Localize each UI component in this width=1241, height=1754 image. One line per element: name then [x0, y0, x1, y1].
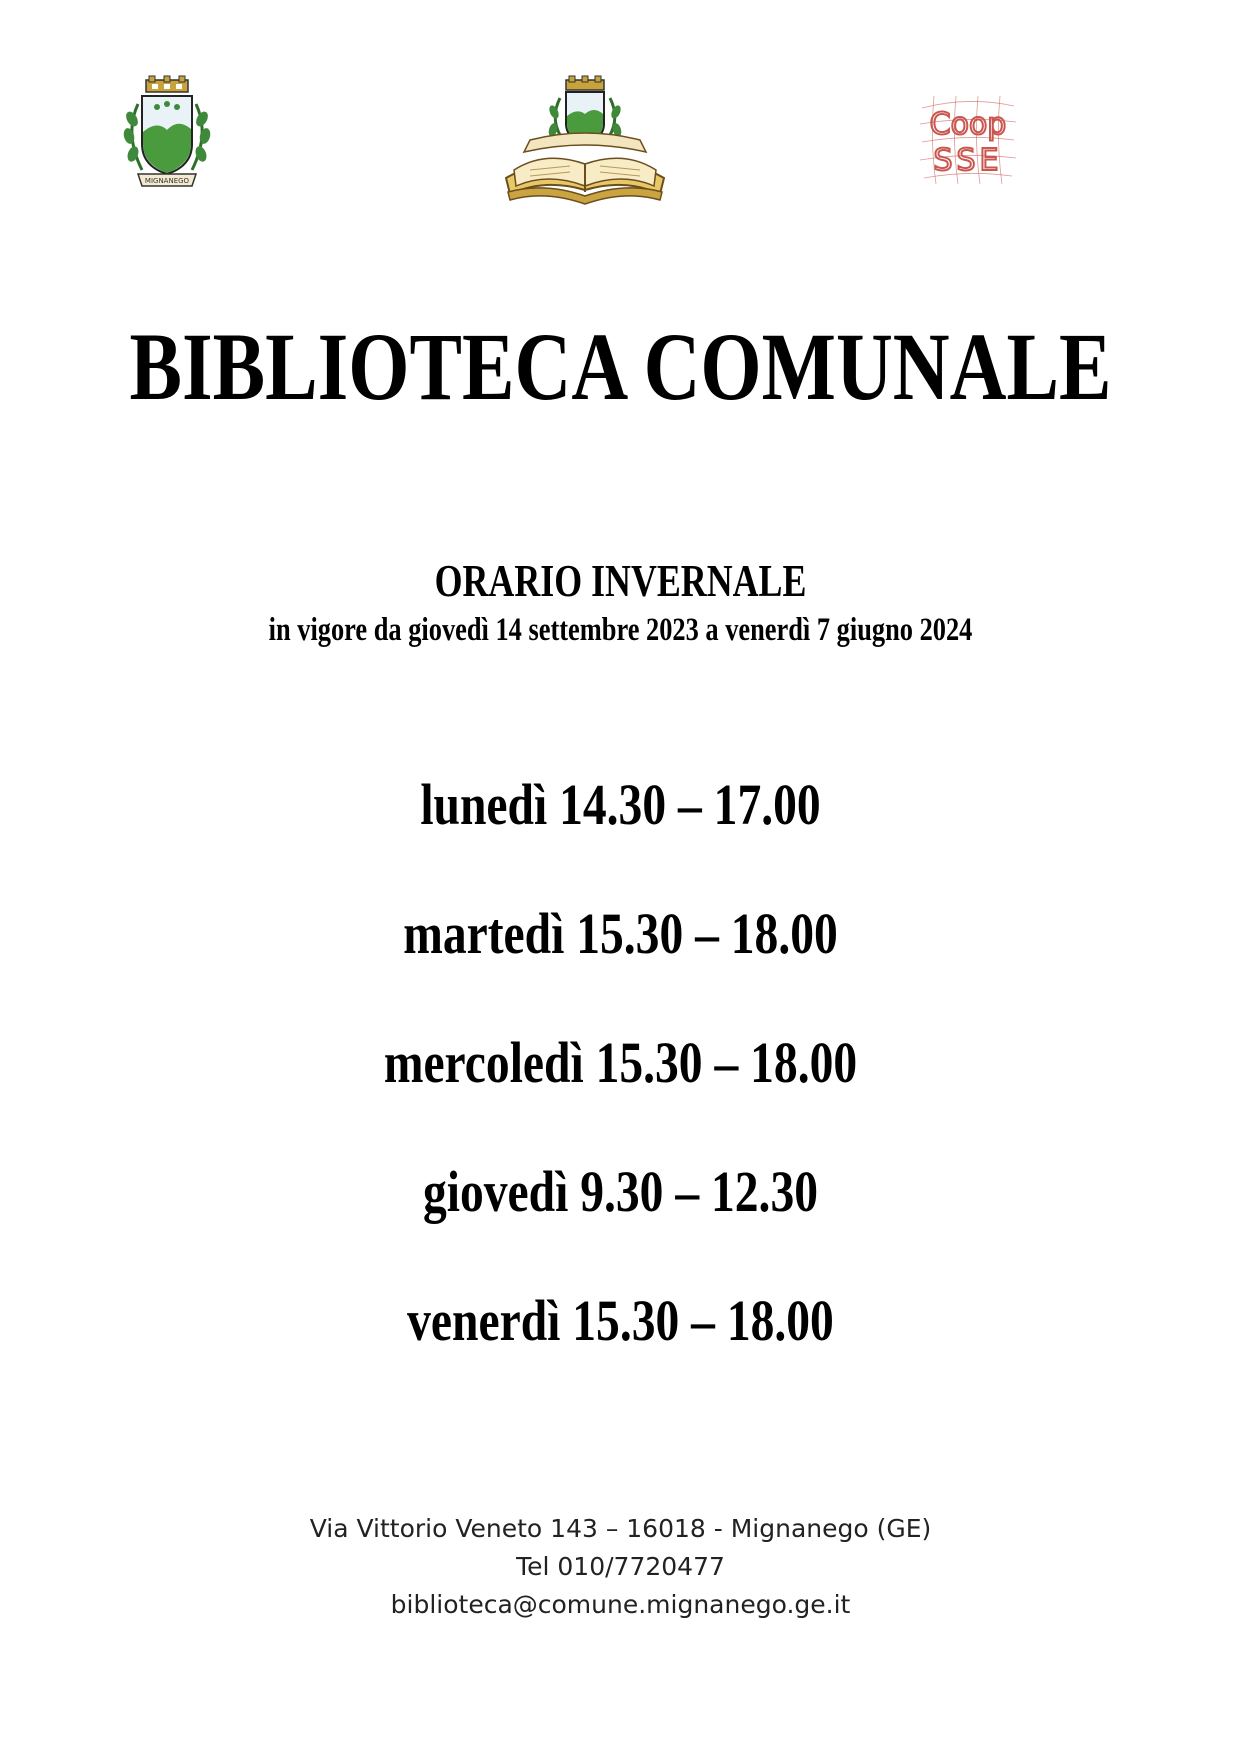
validity-period: in vigore da giovedì 14 settembre 2023 a venerdì 7 giugno 2024 [268, 612, 973, 648]
schedule-heading: ORARIO INVERNALE [434, 555, 807, 606]
opening-hours-list [0, 770, 1241, 1415]
footer-email: biblioteca@comune.mignanego.ge.it [390, 1590, 851, 1619]
page-title: BIBLIOTECA COMUNALE [129, 313, 1112, 420]
coop-sse-logo [918, 94, 1018, 186]
contact-footer [0, 1510, 1241, 1624]
hours-friday: venerdì 15.30 – 18.00 [407, 1288, 834, 1353]
svg-text:Coop: Coop [929, 107, 1007, 142]
library-crest-book-logo [500, 74, 670, 206]
hours-wednesday: mercoledì 15.30 – 18.00 [383, 1030, 858, 1095]
hours-monday: lunedì 14.30 – 17.00 [420, 772, 821, 837]
hours-tuesday: martedì 15.30 – 18.00 [403, 901, 838, 966]
footer-phone: Tel 010/7720477 [516, 1552, 725, 1581]
hours-thursday: giovedì 9.30 – 12.30 [422, 1159, 819, 1224]
footer-address: Via Vittorio Veneto 143 – 16018 - Mignanego (GE) [309, 1514, 932, 1543]
svg-text:SSE: SSE [933, 143, 1003, 178]
mignanego-crest-logo [112, 74, 222, 192]
svg-text:MIGNANEGO: MIGNANEGO [144, 177, 190, 185]
